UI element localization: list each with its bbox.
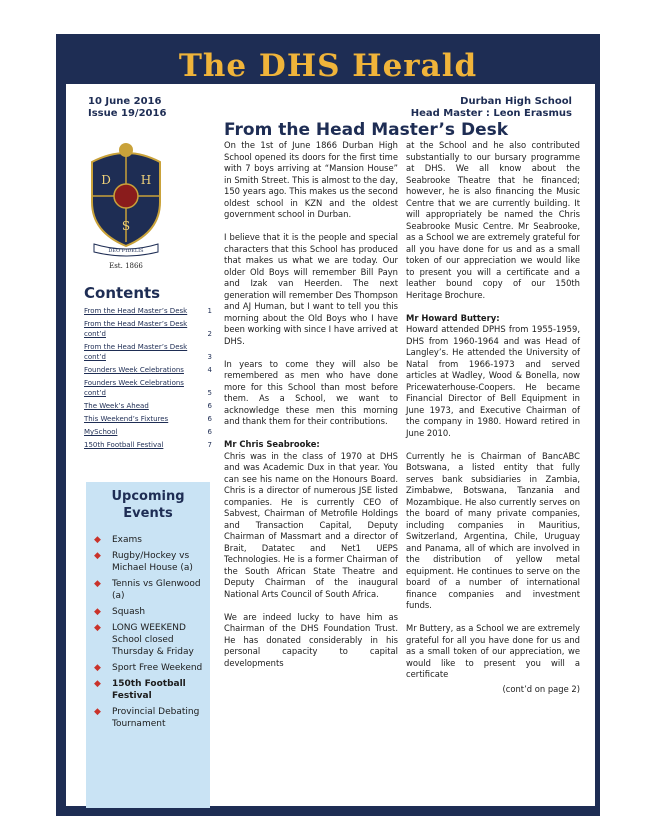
contents-item[interactable]: This Weekend’s Fixtures 6 bbox=[84, 415, 212, 423]
upcoming-events-panel bbox=[86, 482, 210, 808]
svg-text:D: D bbox=[101, 173, 111, 187]
bullet-diamond-icon: ◆ bbox=[94, 535, 101, 545]
event-item: ◆ 150th Football Festival bbox=[94, 679, 186, 701]
bullet-diamond-icon: ◆ bbox=[94, 679, 101, 689]
bullet-diamond-icon: ◆ bbox=[94, 663, 101, 673]
head-master: Head Master : Leon Erasmus bbox=[410, 108, 572, 119]
contents-item[interactable]: MySchool 6 bbox=[84, 428, 212, 436]
masthead-title: The DHS Herald bbox=[178, 48, 478, 84]
event-item: ◆ Provincial Debating Tournament bbox=[94, 707, 200, 729]
article-column-2 bbox=[406, 140, 580, 696]
subheading-buttery: Mr Howard Buttery: bbox=[406, 312, 500, 323]
school-info bbox=[411, 96, 572, 120]
paragraph: I believe that it is the people and special characters that this School has produced that makes us what we are today. Our older Old Boys will remember Bill Payn and Izak van Heerden. The next generation will remember Des Thompson and AJ Human, but I want to tell you this morning about the Old Boys who I have been working with since I have arrived at DHS. bbox=[224, 232, 398, 346]
established-label: Est. 1866 bbox=[109, 262, 143, 270]
issue-info bbox=[88, 96, 166, 120]
paragraph: at the School and he also contributed substantially to our bursary programme at DHS. We all know about the Seabrooke Theatre that he financed; however, he is also financing the Music Centre that we are currently building. It will appropriately be named the Chris Seabrooke Music Centre. Mr Seabrooke, as a School we are extremely grateful for all you have done for us and as a small token of our appreciation we would like to present you will a certificate and a leather bound copy of our 150th Heritage Brochure. bbox=[406, 140, 580, 300]
event-item: ◆ Tennis vs Glenwood (a) bbox=[94, 579, 201, 601]
paragraph: In years to come they will also be remembered as men who have done more for this School than most before them. As a School, we want to acknowledge these men this morning and thank them for their contributions. bbox=[224, 358, 398, 426]
contents-item[interactable]: 150th Football Festival 7 bbox=[84, 441, 212, 449]
school-name: Durban High School bbox=[460, 96, 572, 107]
event-item: ◆ LONG WEEKEND School closed Thursday & Friday bbox=[94, 623, 194, 657]
svg-text:S: S bbox=[121, 219, 131, 233]
event-item: ◆ Sport Free Weekend bbox=[94, 663, 203, 673]
paragraph: Mr Buttery, as a School we are extremely grateful for all you have done for us and as a small token of our appreciation, we would like to present you will a certificate bbox=[406, 623, 580, 679]
paragraph: Howard attended DPHS from 1955-1959, DHS from 1960-1964 and was Head of Langley’s. He attended the University of Natal from 1966-1973 and served articles at Wadley, Wood & Bonella, now Pricewaterhouse-Coopers. He became Financial Director of Bell Equipment in June 1973, and Executive Chairman of the company in 1980. Howard retired in June 2010. bbox=[406, 324, 580, 438]
subheading-seabrooke: Mr Chris Seabrooke: bbox=[224, 439, 320, 449]
paragraph: Chris was in the class of 1970 at DHS and was Academic Dux in that year. You can see his name on the Honours Board. Chris is a director of numerous JSE listed companies. He is currently CEO of Sabvest, Chairman of Metrofile Holdings and Transaction Capital, Deputy Chairman of Massmart and a director of Brait, Datatec and Net1 UEPS Technologies. He is a former Chairman of the South African State Theatre and Deputy Chairman of the inaugural National Arts Council of South Africa. bbox=[224, 450, 398, 599]
contents-title: Contents bbox=[84, 284, 161, 302]
paragraph: Currently he is Chairman of BancABC Botswana, a listed entity that fully serves bank subsidiaries in Zambia, Zimbabwe, Botswana, Tanzania and Mozambique. He also currently serves on the board of many private companies, including companies in Mauritius, Switzerland, Argentina, Chile, Uruguay and Panama, all of which are involved in the distribution of yellow metal equipment. He continues to serve on the board of a number of international finance companies and investment funds. bbox=[406, 450, 580, 610]
crest-motto: DEO FIDELIS bbox=[108, 248, 144, 254]
article-headline: From the Head Master’s Desk bbox=[224, 120, 509, 140]
continued-note: (cont’d on page 2) bbox=[502, 684, 580, 694]
event-item: ◆ Squash bbox=[94, 607, 146, 617]
bullet-diamond-icon: ◆ bbox=[94, 707, 101, 717]
svg-text:H: H bbox=[140, 173, 152, 187]
issue-date: 10 June 2016 bbox=[88, 96, 162, 107]
contents-item[interactable]: From the Head Master’s Desk cont’d 2 bbox=[84, 320, 212, 338]
contents-item[interactable]: The Week’s Ahead 6 bbox=[84, 402, 212, 410]
bullet-diamond-icon: ◆ bbox=[94, 623, 101, 633]
events-list bbox=[92, 534, 204, 730]
contents-item[interactable]: From the Head Master’s Desk 1 bbox=[84, 307, 212, 315]
bullet-diamond-icon: ◆ bbox=[94, 607, 101, 617]
article-column-1 bbox=[224, 140, 398, 681]
contents-item[interactable]: From the Head Master’s Desk cont’d 3 bbox=[84, 343, 212, 361]
contents-item[interactable]: Founders Week Celebrations 4 bbox=[84, 366, 212, 374]
school-crest-logo bbox=[86, 140, 166, 258]
event-item: ◆ Exams bbox=[94, 535, 142, 545]
event-item: ◆ Rugby/Hockey vs Michael House (a) bbox=[94, 551, 193, 573]
bullet-diamond-icon: ◆ bbox=[94, 551, 101, 561]
contents-item[interactable]: Founders Week Celebrations cont’d 5 bbox=[84, 379, 212, 397]
paragraph: On the 1st of June 1866 Durban High School opened its doors for the first time with 7 boys arriving at “Mansion House” in Smith Street. This is almost to the day, 150 years ago. This makes us the second oldest school in KZN and the oldest government school in Durban. bbox=[224, 140, 398, 219]
contents-list bbox=[84, 306, 212, 453]
events-title: Upcoming Events bbox=[111, 489, 185, 521]
issue-number: Issue 19/2016 bbox=[88, 108, 167, 119]
paragraph: We are indeed lucky to have him as Chairman of the DHS Foundation Trust. He has donated considerably in his personal capacity to capital developments bbox=[224, 611, 398, 668]
bullet-diamond-icon: ◆ bbox=[94, 579, 101, 589]
